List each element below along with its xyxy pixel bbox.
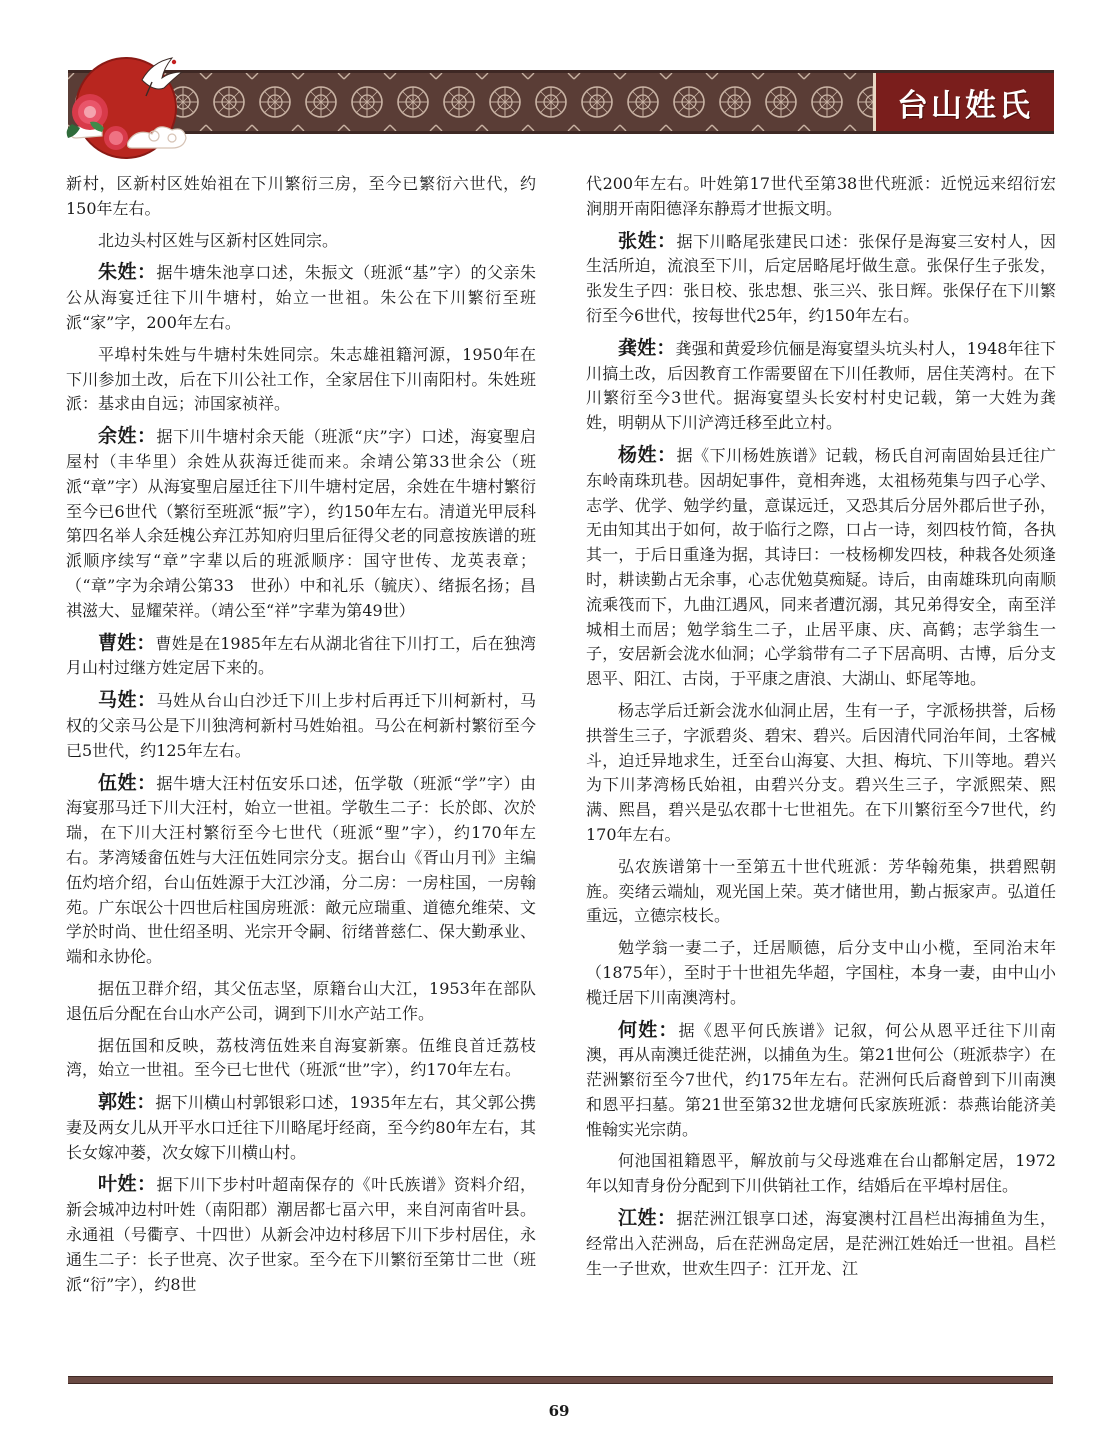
- surname-heading: 马姓：: [98, 689, 157, 712]
- section-title: 台山姓氏: [897, 87, 1033, 124]
- surname-entry-yang: 杨姓：据《下川杨姓族谱》记载，杨氏自河南固始县迁往广东岭南珠玑巷。因胡妃事件，竟相奔逃，太祖杨苑集与四子心学、志学、优学、勉学约量，意谋远迁，又恐其后分居外郡后世子孙，无由知其出于如何，故于临行之際，口占一诗，刻四枝竹简，各执其一，于后日重逢为据，其诗曰：一枝杨柳发四枝，种栽各处须逢时，耕读勤占无余事，心志优勉莫痴疑。诗后，由南雄珠玑向南顺流乘筏而下，九曲江遇风，同来者遭沉溺，其兄弟得安全，南至洋城相土而居；勉学翁生二子，止居平康、庆、高鹤；志学翁生一子，安居新会泷水仙洞；心学翁带有二子下居高明、古博，后分支恩平、阳江、古岗，于平康之唐浪、大湖山、虾尾等地。: [586, 443, 1056, 689]
- paragraph: 据伍卫群介绍，其父伍志坚，原籍台山大江，1953年在部队退伍后分配在台山水产公司，调到下川水产站工作。: [66, 978, 536, 1023]
- paragraph: 北边头村区姓与区新村区姓同宗。: [98, 230, 339, 250]
- header-banner: [68, 70, 1054, 134]
- left-text-column: [66, 172, 536, 1297]
- paragraph: 何池国祖籍恩平，解放前与父母逃难在台山都斛定居，1972年以知青身份分配到下川供销社工作，结婚后在平埠村居住。: [586, 1151, 1056, 1196]
- paragraph: 勉学翁一妻二子，迁居顺德，后分支中山小榄，至同治末年（1875年），至时于十世祖先华超，字国柱，本身一妻，由中山小榄迁居下川南澳湾村。: [586, 938, 1056, 1007]
- surname-heading: 朱姓：: [98, 261, 157, 284]
- paragraph-continued: 新村，区新村区姓始祖在下川繁衍三房，至今已繁衍六世代，约150年左右。: [66, 174, 536, 218]
- page-number: 69: [548, 1402, 570, 1420]
- paragraph: 平埠村朱姓与牛塘村朱姓同宗。朱志雄祖籍河源，1950年在下川参加土改，后在下川公社工作，全家居住下川南阳村。朱姓班派：基求由自远；沛国家祯祥。: [66, 344, 536, 414]
- surname-entry-zhang: 张姓：据下川略尾张建民口述：张保仔是海宴三安村人，因生活所迫，流浪至下川，后定居略尾圩做生意。张保仔生子张发，张发生子四：张日校、张忠想、张三兴、张日辉。张保仔在下川繁衍至今6世代，按每世代25年，约150年左右。: [586, 229, 1056, 325]
- surname-heading: 何姓：: [618, 1018, 679, 1041]
- paragraph: 杨志学后迁新会泷水仙洞止居，生有一子，字派杨拱誉，后杨拱誉生三子，字派碧炎、碧宋、碧兴。后因清代同治年间，土客械斗，迫迁异地求生，迁至台山海宴、大担、梅坑、下川等地。碧兴为下川茅湾杨氏始祖，由碧兴分支。碧兴生三子，字派熙荣、熙满、熙昌，碧兴是弘农郡十七世祖先。在下川繁衍至今7世代，约170年左右。: [586, 700, 1056, 844]
- surname-entry-he: 何姓：据《恩平何氏族谱》记叙，何公从恩平迁往下川南澳，再从南澳迁徙茫洲，以捕鱼为生。第21世何公（班派恭字）在茫洲繁衍至今7世代，约175年左右。茫洲何氏后裔曾到下川南澳和恩平扫墓。第21世至第32世龙塘何氏家族班派：恭燕诒能济美惟翰实光宗荫。: [586, 1018, 1056, 1139]
- paragraph-continued: 代200年左右。叶姓第17世代至第38世代班派：近悦远来绍衍宏涧朋开南阳德泽东静焉才世振文明。: [586, 174, 1056, 218]
- surname-entry-wu: 伍姓：据牛塘大汪村伍安乐口述，伍学敬（班派“学”字）由海宴那马迁下川大汪村，始立一世祖。学敬生二子：长於郎、次於瑞，在下川大汪村繁衍至今七世代（班派“聖”字），约170年左右。茅湾矮畲伍姓与大汪伍姓同宗分支。据台山《胥山月刊》主编伍灼培介绍，台山伍姓源于大江沙涌，分二房：一房柱国，一房翰苑。广东氓公十四世后柱国房班派：敵元应瑞重、道德允维荣、文学於时尚、世仕绍圣明、光宗开令嗣、衍绪普慈仁、保大勤承业、端和永协伦。: [66, 771, 536, 967]
- surname-entry-ye: 叶姓：据下川下步村叶超南保存的《叶氏族谱》资料介绍，新会城冲边村叶姓（南阳郡）潮居都七畐六甲，来自河南省叶县。永通祖（号衢亨、十四世）从新会冲边村移居下川下步村居住，永通生二子：长子世亮、次子世家。至今在下川繁衍至第廿二世（班派“衍”字），约8世: [66, 1173, 536, 1294]
- surname-entry-ma: 马姓：马姓从台山白沙迁下川上步村后再迁下川柯新村，马权的父亲马公是下川独湾柯新村马姓始祖。马公在柯新村繁衍至今已5世代，约125年左右。: [66, 689, 536, 760]
- right-text-column: [586, 172, 1056, 1281]
- surname-heading: 伍姓：: [98, 771, 157, 794]
- surname-entry-jiang: 江姓：据茫洲江银享口述，海宴澳村江昌栏出海捕鱼为生，经常出入茫洲岛，后在茫洲岛定居，是茫洲江姓始迁一世祖。昌栏生一子世欢，世欢生四子：江开龙、江: [586, 1207, 1056, 1278]
- surname-heading: 张姓：: [618, 229, 677, 252]
- footer-divider: [68, 1376, 1053, 1384]
- surname-entry-cao: 曹姓：曹姓是在1985年左右从湖北省往下川打工，后在独湾月山村过继方姓定居下来的。: [66, 631, 536, 678]
- surname-entry-gong: 龚姓：龚强和黄爱珍伉俪是海宴望头坑头村人，1948年往下川搞土改，后因教育工作需要留在下川任教师，居住芙湾村。在下川繁衍至今3世代。据海宴望头长安村村史记载，第一大姓为龚姓，明朝从下川浐湾迁移至此立村。: [586, 336, 1056, 433]
- paragraph: 弘农族谱第十一至第五十世代班派：芳华翰苑集，拱碧熙朝旌。奕绪云端灿，观光国上荣。英才储世用，勤占振家声。弘道任重远，立德宗枝长。: [586, 856, 1056, 926]
- surname-heading: 杨姓：: [618, 443, 677, 466]
- surname-heading: 龚姓：: [618, 336, 676, 359]
- surname-heading: 郭姓：: [98, 1091, 156, 1114]
- section-title-box: [873, 73, 1054, 131]
- surname-entry-guo: 郭姓：据下川横山村郭银彩口述，1935年左右，其父郭公携妻及两女儿从开平水口迁往下川略尾圩经商，至今约80年左右，其长女嫁冲蒌，次女嫁下川横山村。: [66, 1091, 536, 1162]
- peony-crane-emblem-icon: [58, 40, 208, 160]
- surname-entry-zhu: 朱姓：据牛塘朱池享口述，朱振文（班派“基”字）的父亲朱公从海宴迁往下川牛塘村，始立一世祖。朱公在下川繁衍至班派“家”字，200年左右。: [66, 261, 536, 332]
- page-header: [0, 0, 1118, 165]
- surname-heading: 曹姓：: [98, 631, 156, 654]
- surname-heading: 江姓：: [618, 1207, 677, 1230]
- surname-entry-yu: 余姓：据下川牛塘村余天能（班派“庆”字）口述，海宴聖启屋村（丰华里）余姓从荻海迁徙而来。余靖公第33世余公（班派“章”字）从海宴聖启屋迁往下川牛塘村定居，余姓在牛塘村繁衍至今已6世代（繁衍至班派“振”字），约150年左右。清道光甲辰科第四名举人余廷槐公弃江苏知府归里后征得父老的同意按族谱的班派顺序续写“章”字辈以后的班派顺序：国守世传、龙英表章；（“章”字为余靖公第33 世孙）中和礼乐（毓庆）、绪振名扬；昌祺滋大、显耀荣祥。（靖公至“祥”字辈为第49世）: [66, 425, 536, 620]
- paragraph: 据伍国和反映，荔枝湾伍姓来自海宴新寨。伍维良首迁荔枝湾，始立一世祖。至今已七世代（班派“世”字），约170年左右。: [66, 1035, 536, 1080]
- surname-heading: 叶姓：: [98, 1173, 157, 1196]
- surname-heading: 余姓：: [98, 425, 157, 448]
